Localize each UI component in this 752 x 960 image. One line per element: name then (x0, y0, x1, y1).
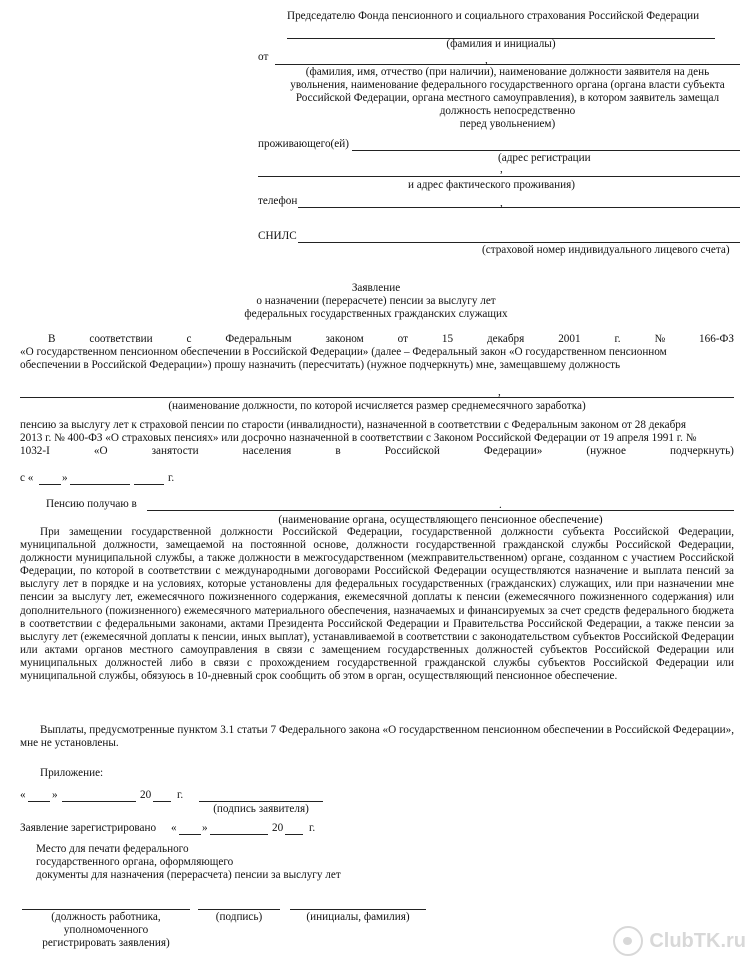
p2-line-1: пенсию за выслугу лет к страховой пенсии по старости (инвалидности), назначенной в соответствии с Федеральным законом от 28 декабря (20, 419, 687, 431)
year-suffix: г. (177, 789, 184, 801)
actual-address-line[interactable] (258, 176, 740, 177)
word: 166-ФЗ (699, 333, 734, 345)
date-from-mid: » (62, 472, 68, 484)
snils-label: СНИЛС (258, 230, 297, 242)
phone-line[interactable] (298, 207, 740, 208)
sign-date-year-line[interactable] (153, 801, 171, 802)
employee-position-line[interactable] (22, 909, 190, 910)
year-prefix: 20 (272, 822, 284, 834)
date-close: » (52, 789, 58, 801)
signature-caption: (подпись заявителя) (213, 803, 309, 815)
year-suffix: г. (309, 822, 316, 834)
residing-label: проживающего(ей) (258, 138, 349, 150)
stamp-line-3: документы для назначения (перерасчета) пенсии за выслугу лет (36, 869, 341, 881)
reg-date-month-line[interactable] (210, 834, 268, 835)
position-caption: (наименование должности, по которой исчисляется размер среднемесячного заработка) (168, 400, 586, 412)
word: г. (614, 333, 621, 345)
stamp-line-2: государственного органа, оформляющего (36, 856, 234, 868)
comma: , (500, 197, 503, 209)
sig-col3: (инициалы, фамилия) (306, 911, 410, 923)
word: декабря (486, 333, 525, 345)
word: населения (242, 445, 292, 457)
applicant-caption-4: должность непосредственно (439, 105, 576, 117)
pension-recv-label: Пенсию получаю в (46, 498, 137, 510)
word: 1032-I (20, 445, 50, 457)
sig-col1-line-2: уполномоченного (63, 924, 149, 936)
sig-col2: (подпись) (215, 911, 263, 923)
obligation-paragraph: При замещении государственной должности Российской Федерации, государственной должности субъекта Российской Федерации, муниципальной должности, замещаемой на постоянной основе, должности государственной гражданской службы Российской Федерации, должности муниципальной службы, а также должности в межгосударственном (межправительственном) органе, созданном с участием Российской Федерации, по которой в соответствии с международными договорами Российской Федерации осуществляются назначение и выплата пенсий за выслугу лет в порядке и на условиях, которые установлены для федеральных государственных (гражданских) служащих, или при назначении мне пенсии за выслугу лет, ежемесячного пожизненного содержания, ежемесячной доплаты к пенсии (ежемесячного пожизненного содержания) или дополнительного (пожизненного) ежемесячного материального обеспечения, назначаемых и финансируемых за счет средств федерального бюджета в соответствии с федеральными законами, актами Президента Российской Федерации и Правительства Российской Федерации, а также пенсии за выслугу лет (ежемесячной доплаты к пенсии, иных выплат), устанавливаемой в соответствии с законодательством субъектов Российской Федерации или актами органов местного самоуправления в связи с замещением государственных должностей субъектов Российской Федерации или муниципальных должностей либо в связи с прохождением государственной гражданской службы субъектов Российской Федерации или муниципальной службы, обязуюсь в 10-дневный срок сообщить об этом в орган, осуществляющий пенсионное обеспечение. (20, 526, 734, 683)
reg-date-day-line[interactable] (179, 834, 201, 835)
sign-date-day-line[interactable] (28, 801, 50, 802)
word: «О (93, 445, 108, 457)
date-from-year-line[interactable] (134, 484, 164, 485)
reg-date-year-line[interactable] (285, 834, 303, 835)
word: законом (325, 333, 364, 345)
attachment-label: Приложение: (40, 767, 104, 779)
registration-address-line[interactable] (352, 150, 740, 151)
addressee: Председателю Фонда пенсионного и социального страхования Российской Федерации (287, 10, 700, 22)
employee-signature-line[interactable] (198, 909, 280, 910)
word: Российской (384, 445, 440, 457)
sig-col1-line-1: (должность работника, (51, 911, 161, 923)
pension-organ-line[interactable] (147, 510, 734, 511)
year-prefix: 20 (140, 789, 152, 801)
word: занятости (151, 445, 199, 457)
sign-date-month-line[interactable] (62, 801, 136, 802)
word: с (186, 333, 192, 345)
p1-line-2: «О государственном пенсионном обеспечении в Российской Федерации» (далее – Федеральный закон «О государственном пенсионном (20, 346, 667, 358)
p2-line-2: 2013 г. № 400-ФЗ «О страховых пенсиях» или досрочно назначенной в соответствии с Законом Российской Федерации от 19 апреля 1991 г. № (20, 432, 697, 444)
date-open: « (171, 822, 177, 834)
applicant-caption-3: Российской Федерации, органа местного самоуправления), в котором заявитель замещал (295, 92, 720, 104)
position-line[interactable] (20, 397, 734, 398)
word: Федеральным (225, 333, 292, 345)
p1-line-3: обеспечении в Российской Федерации») прошу назначить (пересчитать) (нужное подчеркнуть) мне, замещавшему должность (20, 359, 621, 371)
watermark (613, 926, 746, 956)
comma: , (498, 386, 501, 398)
word: В (48, 333, 56, 345)
date-open: « (20, 789, 26, 801)
word: (нужное (586, 445, 626, 457)
date-from-suffix: г. (168, 472, 175, 484)
snils-caption: (страховой номер индивидуального лицевого счета) (482, 244, 730, 256)
paw-icon (613, 926, 643, 956)
word: соответствии (89, 333, 153, 345)
word: Федерации» (483, 445, 543, 457)
sig-col1-line-3: регистрировать заявления) (42, 937, 170, 949)
actual-caption: и адрес фактического проживания) (408, 179, 575, 191)
date-from-day-line[interactable] (39, 484, 61, 485)
watermark-text: ClubTK.ru (649, 929, 746, 952)
date-from-month-line[interactable] (70, 484, 130, 485)
word: 2001 (558, 333, 581, 345)
word: в (335, 445, 341, 457)
word: № (654, 333, 666, 345)
employee-name-line[interactable] (290, 909, 426, 910)
applicant-line[interactable] (275, 64, 740, 65)
comma: , (485, 54, 488, 66)
reg-caption: (адрес регистрации (498, 152, 591, 164)
phone-label: телефон (258, 195, 298, 207)
applicant-caption-5: перед увольнением) (459, 118, 556, 130)
registered-label: Заявление зарегистрировано (20, 822, 157, 834)
snils-line[interactable] (298, 242, 740, 243)
applicant-caption-1: (фамилия, имя, отчество (при наличии), наименование должности заявителя на день (305, 66, 710, 78)
word: 15 (441, 333, 454, 345)
payments-paragraph: Выплаты, предусмотренные пунктом 3.1 статьи 7 Федерального закона «О государственном пенсионном обеспечении в Российской Федерации», мне не установлены. (20, 724, 734, 750)
date-from-prefix: с « (20, 472, 34, 484)
comma: , (500, 163, 503, 175)
date-close: » (202, 822, 208, 834)
p2-line-3 (20, 445, 734, 458)
period: . (499, 499, 502, 511)
applicant-signature-line[interactable] (199, 801, 323, 802)
stamp-line-1: Место для печати федерального (36, 843, 189, 855)
title-line-3: федеральных государственных гражданских служащих (244, 308, 508, 320)
title-line-1: Заявление (351, 282, 401, 294)
word: от (397, 333, 408, 345)
title-line-2: о назначении (перерасчете) пенсии за выслугу лет (256, 295, 496, 307)
name-caption: (фамилия и инициалы) (446, 38, 556, 50)
applicant-caption-2: увольнения, наименование федерального государственного органа (органа власти субъекта (290, 79, 725, 91)
p1-line-1 (48, 333, 734, 346)
from-label: от (258, 51, 269, 63)
organ-caption: (наименование органа, осуществляющего пенсионное обеспечение) (278, 514, 603, 526)
word: подчеркнуть) (670, 445, 734, 457)
